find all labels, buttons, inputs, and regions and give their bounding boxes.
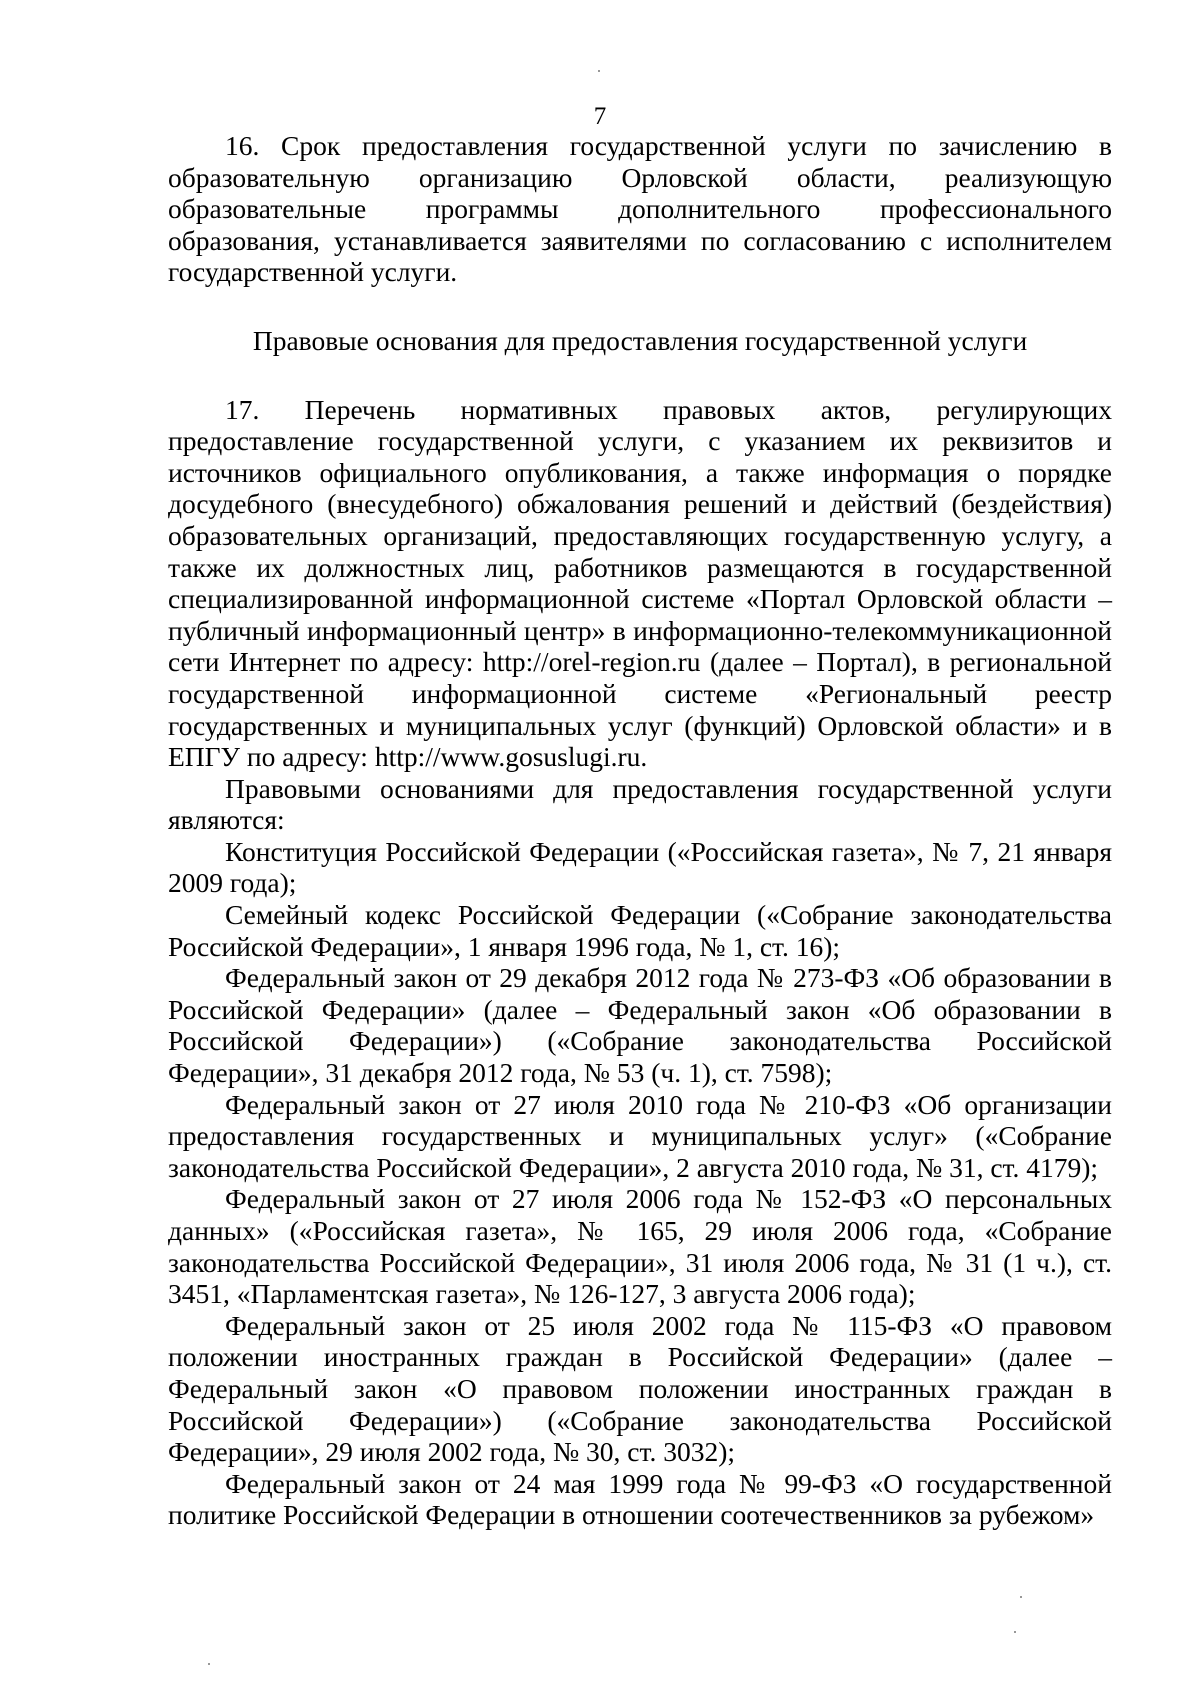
page-number: 7 <box>593 103 607 130</box>
section-heading: Правовые основания для предоставления государственной услуги <box>252 324 1028 356</box>
scan-speck <box>1014 1631 1016 1633</box>
legal-act-99-fz: Федеральный закон от 24 мая 1999 года № 99-ФЗ «О государственной политике Российской Федерации в отношении соотечественников за рубежом» <box>168 1467 1112 1531</box>
legal-act-152-fz: Федеральный закон от 27 июля 2006 года № 152-ФЗ «О персональных данных» («Российская газета», № 165, 29 июля 2006 года, «Собрание законодательства Российской Федерации», 31 июля 2006 года, № 31 (1 ч.), ст. 3451, «Парламентская газета», № 126-127, 3 августа 2006 года); <box>168 1183 1112 1310</box>
scan-speck <box>208 1663 210 1665</box>
document-body <box>168 130 1112 1531</box>
legal-act-constitution: Конституция Российской Федерации («Российская газета», № 7, 21 января 2009 года); <box>168 835 1112 899</box>
paragraph-16: 16. Срок предоставления государственной услуги по зачислению в образовательную организацию Орловской области, реализующую образовательные программы дополнительного профессионального образования, устанавливается заявителями по согласованию с исполнителем государственной услуги. <box>168 130 1112 288</box>
legal-act-family-code: Семейный кодекс Российской Федерации («Собрание законодательства Российской Федерации», 1 января 1996 года, № 1, ст. 16); <box>168 899 1112 962</box>
legal-act-273-fz: Федеральный закон от 29 декабря 2012 года № 273-ФЗ «Об образовании в Российской Федерации» (далее – Федеральный закон «Об образовании в Российской Федерации») («Собрание законодательства Российской Федерации», 31 декабря 2012 года, № 53 (ч. 1), ст. 7598); <box>168 962 1112 1089</box>
paragraph-17: 17. Перечень нормативных правовых актов, регулирующих предоставление государственной услуги, с указанием их реквизитов и источников официального опубликования, а также информация о порядке досудебного (внесудебного) обжалования решений и действий (бездействия) образовательных организаций, предоставляющих государственную услугу, а также их должностных лиц, работников размещаются в государственной специализированной информационной системе «Портал Орловской области – публичный информационный центр» в информационно-телекоммуникационной сети Интернет по адресу: http://orel-region.ru (далее – Портал), в региональной государственной информационной системе «Региональный реестр государственных и муниципальных услуг (функций) Орловской области» и в ЕПГУ по адресу: http://www.gosuslugi.ru. <box>168 393 1112 773</box>
scan-speck <box>1020 1596 1022 1598</box>
legal-basis-intro: Правовыми основаниями для предоставления государственной услуги являются: <box>168 772 1112 836</box>
legal-act-210-fz: Федеральный закон от 27 июля 2010 года № 210-ФЗ «Об организации предоставления государственных и муниципальных услуг» («Собрание законодательства Российской Федерации», 2 августа 2010 года, № 31, ст. 4179); <box>168 1088 1112 1183</box>
legal-act-115-fz: Федеральный закон от 25 июля 2002 года № 115-ФЗ «О правовом положении иностранных граждан в Российской Федерации» (далее – Федеральный закон «О правовом положении иностранных граждан в Российской Федерации») («Собрание законодательства Российской Федерации», 29 июля 2002 года, № 30, ст. 3032); <box>168 1309 1112 1468</box>
scan-speck <box>598 70 600 72</box>
